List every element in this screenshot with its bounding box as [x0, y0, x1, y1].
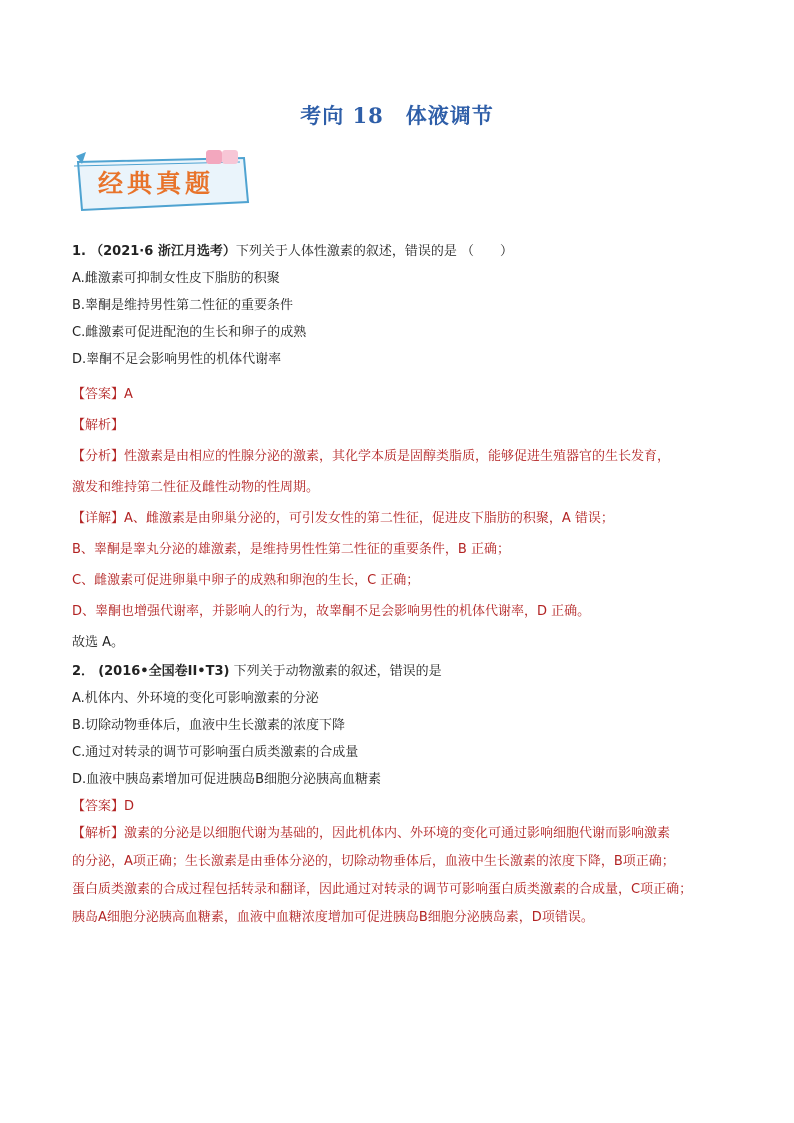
option-c: C.雌激素可促进配泡的生长和卵子的成熟: [72, 325, 307, 340]
question-number: 1.: [72, 244, 86, 259]
conclusion: 故选 A。: [72, 635, 125, 650]
xiangjie-line-a: 【详解】A、雌激素是由卵巢分泌的，可引发女性的第二性征，促进皮下脂肪的积聚，A 错误；: [72, 511, 614, 526]
analysis-line-2: 的分泌，A项正确；生长激素是由垂体分泌的，切除动物垂体后，血液中生长激素的浓度下降，B项正确；: [72, 854, 675, 869]
page-title: 考向 18 体液调节: [300, 103, 494, 128]
option-a: A.机体内、外环境的变化可影响激素的分泌: [72, 691, 319, 706]
option-b: B.切除动物垂体后，血液中生长激素的浓度下降: [72, 718, 346, 733]
fenxi-label: 【分析】: [72, 449, 125, 464]
analysis-line-4: 胰岛A细胞分泌胰高血糖素，血液中血糖浓度增加可促进胰岛B细胞分泌胰岛素，D项错误。: [72, 910, 594, 925]
question-content: [72, 238, 724, 932]
fenxi-line-1: 【分析】性激素是由相应的性腺分泌的激素，其化学本质是固醇类脂质，能够促进生殖器官的生长发育，: [72, 449, 671, 464]
banner-title: 经典真题: [98, 169, 215, 198]
question-1-header: [72, 238, 724, 265]
question-source: （2021·6 浙江月选考）: [90, 244, 236, 259]
analysis-line-3: 蛋白质类激素的合成过程包括转录和翻译，因此通过对转录的调节可影响蛋白质类激素的合成量，C项正确；: [72, 882, 693, 897]
question-number: 2．: [72, 664, 95, 679]
question-stem: 下列关于动物激素的叙述，错误的是: [233, 664, 442, 679]
xiangjie-line-b: B、睾酮是睾丸分泌的雄激素，是维持男性性第二性征的重要条件，B 正确；: [72, 542, 510, 557]
option-b: B.睾酮是维持男性第二性征的重要条件: [72, 298, 294, 313]
option-a: A.雌激素可抑制女性皮下脂肪的积聚: [72, 271, 280, 286]
fenxi-line-2: 激发和维持第二性征及雌性动物的性周期。: [72, 480, 320, 495]
analysis-label: 【解析】: [72, 418, 125, 433]
option-d: D.血液中胰岛素增加可促进胰岛B细胞分泌胰高血糖素: [72, 772, 382, 787]
xiangjie-label: 【详解】: [72, 511, 125, 526]
xiangjie-line-d: D、睾酮也增强代谢率，并影响人的行为，故睾酮不足会影响男性的机体代谢率，D 正确。: [72, 604, 591, 619]
question-stem: 下列关于人体性激素的叙述，错误的是 （ ）: [235, 244, 513, 259]
question-source: (2016•全国卷II•T3): [98, 664, 230, 679]
answer: 【答案】D: [72, 799, 135, 814]
option-c: C.通过对转录的调节可影响蛋白质类激素的合成量: [72, 745, 359, 760]
section-banner: [72, 150, 262, 218]
question-2-header: [72, 658, 724, 685]
analysis-line-1: 【解析】激素的分泌是以细胞代谢为基础的，因此机体内、外环境的变化可通过影响细胞代谢而影响激素: [72, 826, 671, 841]
xiangjie-line-c: C、雌激素可促进卵巢中卵子的成熟和卵泡的生长，C 正确；: [72, 573, 420, 588]
analysis-label: 【解析】: [72, 826, 125, 841]
answer: 【答案】A: [72, 387, 133, 402]
option-d: D.睾酮不足会影响男性的机体代谢率: [72, 352, 282, 367]
